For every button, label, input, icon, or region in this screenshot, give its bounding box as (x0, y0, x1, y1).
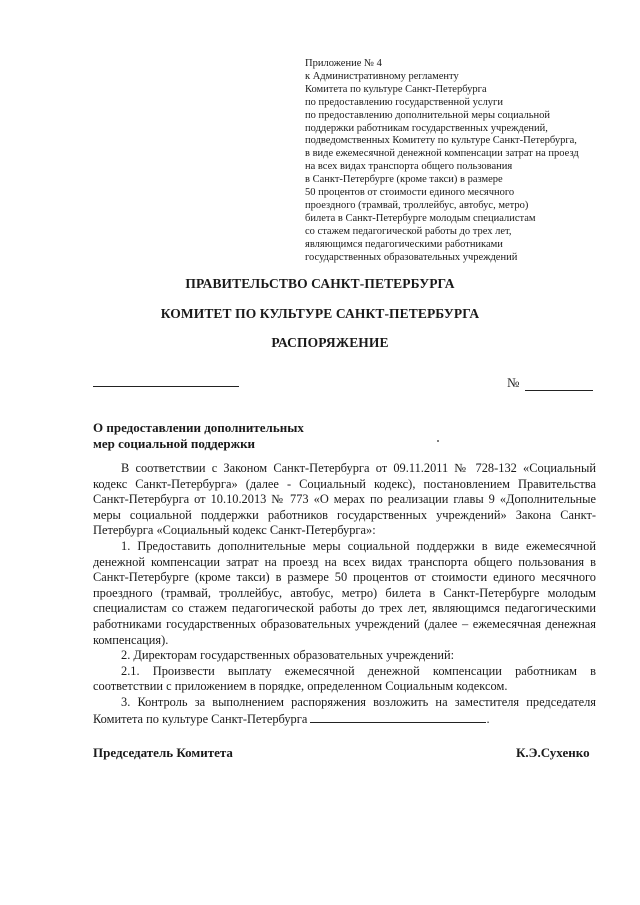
annex-line: в виде ежемесячной денежной компенсации затрат на проезд (305, 148, 579, 160)
document-type-heading: РАСПОРЯЖЕНИЕ (271, 335, 389, 350)
subject-line: О предоставлении дополнительных (93, 420, 304, 435)
annex-line: Приложение № 4 (305, 58, 382, 69)
number-label: № (507, 375, 520, 390)
number-blank-line (525, 378, 593, 391)
government-heading: ПРАВИТЕЛЬСТВО САНКТ-ПЕТЕРБУРГА (185, 276, 455, 291)
annex-line: Комитета по культуре Санкт-Петербурга (305, 83, 487, 95)
committee-heading: КОМИТЕТ ПО КУЛЬТУРЕ САНКТ-ПЕТЕРБУРГА (160, 306, 480, 321)
scan-dot (437, 440, 439, 442)
annex-line: по предоставлению государственной услуги (305, 96, 503, 108)
annex-line: 50 процентов от стоимости единого месячного (305, 187, 515, 199)
subject-title (93, 420, 304, 452)
annex-line: проездного (трамвай, троллейбус, автобус, метро) (305, 199, 529, 211)
annex-line: на всех видах транспорта общего пользования (305, 161, 513, 173)
item-2-paragraph: 2. Директорам государственных образовательных учреждений: (121, 648, 455, 663)
annex-line: билета в Санкт-Петербурге молодым специалистам (305, 212, 536, 224)
annex-line: являющимся педагогическими работниками (305, 238, 503, 250)
subject-line: мер социальной поддержки (93, 436, 256, 451)
date-blank-line (93, 386, 239, 387)
deputy-blank-line (310, 711, 486, 723)
preamble-paragraph: В соответствии с Законом Санкт-Петербурга от 09.11.2011 № 728-132 «Социальный кодекс Санкт-Петербурга» (далее - Социальный кодекс), постановлением Правительства Санкт-Петербурга от 10.10.2013 № 773 «О мерах по реализации главы 9 «Дополнительные меры социальной поддержки работников государственных учреждений» Закона Санкт-Петербурга «Социальный кодекс Санкт-Петербурга»: (93, 461, 596, 538)
number-field (507, 375, 593, 391)
annex-line: государственных образовательных учреждений (305, 251, 518, 263)
annex-line: по предоставлению дополнительной меры социальной (305, 109, 551, 121)
item-1-paragraph: 1. Предоставить дополнительные меры социальной поддержки в виде ежемесячной денежной компенсации затрат на проезд на всех видах транспорта общего пользования в Санкт-Петербурге (кроме такси) в размере 50 процентов от стоимости единого месячного проездного (трамвай, троллейбус, автобус, метро) билета в Санкт-Петербурге молодым специалистам со стажем педагогической работы до трех лет, являющимся педагогическими работниками государственных образовательных учреждений (далее – ежемесячная денежная компенсация). (93, 538, 596, 647)
item-3-text: 3. Контроль за выполнением распоряжения возложить на заместителя председателя Комитета по культуре Санкт-Петербурга (93, 694, 596, 726)
annex-block (305, 58, 605, 265)
annex-line: к Административному регламенту (305, 70, 459, 82)
item-2-1-paragraph: 2.1. Произвести выплату ежемесячной денежной компенсации работникам в соответствии с приложением в порядке, определенном Социальным кодексом. (93, 663, 596, 694)
signatory-position: Председатель Комитета (93, 745, 233, 760)
signatory-name: К.Э.Сухенко (516, 745, 590, 760)
annex-line: в Санкт-Петербурге (кроме такси) в размере (305, 174, 503, 186)
annex-line: со стажем педагогической работы до трех лет, (305, 225, 512, 237)
item-3-paragraph (93, 695, 596, 727)
annex-line: подведомственных Комитету по культуре Санкт-Петербурга, (305, 135, 577, 147)
annex-line: поддержки работникам государственных учреждений, (305, 122, 548, 134)
order-body (93, 461, 596, 727)
item-3-period: . (486, 711, 490, 726)
